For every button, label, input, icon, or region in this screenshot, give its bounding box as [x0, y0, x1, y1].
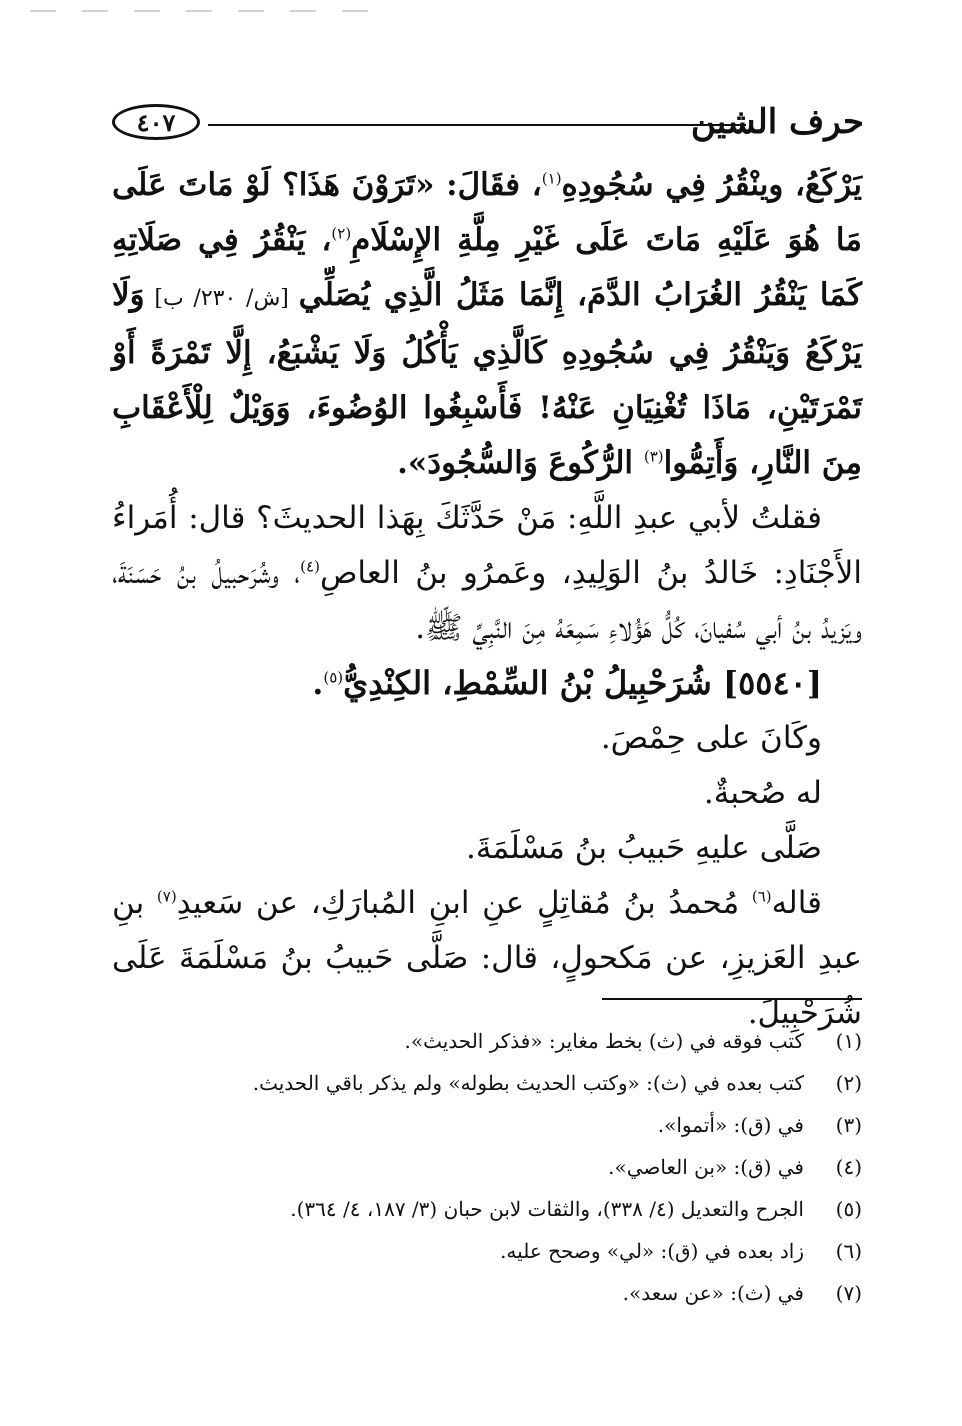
entry-label: [٥٥٤٠] شُرَحْبِيلُ بْنُ السِّمْطِ، الكِنْدِيُّ [343, 664, 822, 702]
footnote [102, 1230, 862, 1272]
entry-end: . [312, 664, 324, 702]
footnote-number: (٥) [835, 1197, 862, 1221]
footnote-number: (٣) [835, 1113, 862, 1137]
main-text [112, 158, 862, 1041]
hadith-text: ، فقَالَ: «تَرَوْنَ هَذَا؟ لَوْ مَاتَ عَلَى مَا هُوَ عَلَيْهِ مَاتَ عَلَى غَيْرِ مِلَّةِ الإِسْلَامِ [112, 167, 862, 258]
narration-paragraph [112, 491, 862, 656]
chapter-title: حرف الشين [690, 102, 864, 142]
narration-text: ، وشُرَحبيلُ بنُ حَسَنَةَ، ويَزيدُ بنُ أبي سُفيانَ، كُلُّ هَؤُلاءِ سَمِعَهُ مِنَ النَّبِيِّ ﷺ. [112, 555, 862, 646]
entry-line-homs: وكَانَ على حِمْصَ. [600, 720, 822, 756]
footnote-text: في (ث): «عن سعد». [622, 1281, 804, 1305]
footnote-text: في (ق): «أتموا». [657, 1113, 804, 1137]
isnad-text: مُحمدُ بنُ مُقاتِلٍ عنِ ابنِ المُبارَكِ، عن سَعيدِ [176, 885, 752, 921]
scan-top-edge [30, 10, 460, 14]
footnote-text: كتب بعده في (ث): «وكتب الحديث بطوله» ولم يذكر باقي الحديث. [252, 1071, 804, 1095]
entry-line-salla: صَلَّى عليهِ حَبيبُ بنُ مَسْلَمَةَ. [465, 830, 822, 866]
footnote [102, 1104, 862, 1146]
footnote-number: (٦) [835, 1239, 862, 1263]
footnote-text: في (ق): «بن العاصي». [608, 1155, 804, 1179]
footnote [102, 1020, 862, 1062]
footnote-text: زاد بعده في (ق): «لي» وصحح عليه. [500, 1239, 804, 1263]
isnad-text: قاله [771, 885, 822, 921]
footnote-ref-6[interactable]: (٦) [751, 887, 772, 906]
manuscript-folio-ref: [ش/ ٢٣٠/ ب] [144, 286, 299, 311]
footnote-text: الجرح والتعديل (٤/ ٣٣٨)، والثقات لابن حبان (٣/ ١٨٧، ٤/ ٣٦٤). [290, 1197, 804, 1221]
footnote-ref-5[interactable]: (٥) [323, 668, 344, 687]
hadith-text: الرُّكُوعَ وَالسُّجُودَ». [397, 445, 644, 481]
narration-text: فقلتُ لأبي عبدِ اللَّهِ: مَنْ حَدَّثَكَ بِهَذا الحديثَ؟ قال: أُمَراءُ الأَجْنَادِ: خَالدُ بنُ الوَلِيدِ، وعَمرُو بنُ العاصِ [112, 500, 862, 591]
header-rule [208, 124, 746, 126]
footnote-ref-3[interactable]: (٣) [643, 447, 664, 466]
footnote-number: (١) [835, 1029, 862, 1053]
footnote-number: (٤) [835, 1155, 862, 1179]
footnote-separator [602, 998, 862, 1000]
footnote-ref-1[interactable]: (١) [541, 169, 562, 188]
footnote-number: (٧) [835, 1281, 862, 1305]
page-number: ٤٠٧ [112, 104, 200, 140]
footnote [102, 1062, 862, 1104]
isnad-text: بنِ عبدِ العَزيزِ، عن مَكحولٍ، قال: صَلَّى حَبيبُ بنُ مَسْلَمَةَ عَلَى شُرَحْبِيلَ. [112, 885, 862, 1031]
hadith-text: يَرْكَعُ، وينْقُرُ فِي سُجُودِهِ [561, 167, 862, 203]
footnote-text: كتب فوقه في (ث) بخط مغاير: «فذكر الحديث». [404, 1029, 804, 1053]
footnote-ref-4[interactable]: (٤) [300, 557, 320, 576]
entry-heading [112, 656, 862, 711]
footnote-ref-2[interactable]: (٢) [331, 224, 352, 243]
footnote [102, 1188, 862, 1230]
footnotes [102, 1020, 862, 1314]
running-header [112, 100, 864, 148]
isnad-paragraph [112, 876, 862, 1041]
footnote-number: (٢) [835, 1071, 862, 1095]
footnote-ref-7[interactable]: (٧) [156, 887, 177, 906]
hadith-paragraph [112, 158, 862, 491]
hadith-text: ، يَنْقُرُ فِي صَلَاتِهِ كَمَا يَنْقُرُ الغُرَابُ الدَّمَ، إِنَّمَا مَثَلُ الَّذِي يُصَلِّي [112, 222, 862, 313]
footnote [102, 1272, 862, 1314]
hadith-text: وَلَا يَرْكَعُ وَيَنْقُرُ فِي سُجُودِهِ كَالَّذِي يَأْكُلُ وَلَا يَشْبَعُ، إِلَّا تَمْرَةً أَوْ تَمْرَتَيْنِ، مَاذَا تُغْنِيَانِ عَنْهُ! فَأَسْبِغُوا الوُضُوءَ، وَوَيْلٌ لِلْأَعْقَابِ مِنَ النَّارِ، وَأَتِمُّوا [112, 277, 862, 481]
entry-line-suhba: له صُحبةٌ. [703, 775, 822, 811]
footnote [102, 1146, 862, 1188]
